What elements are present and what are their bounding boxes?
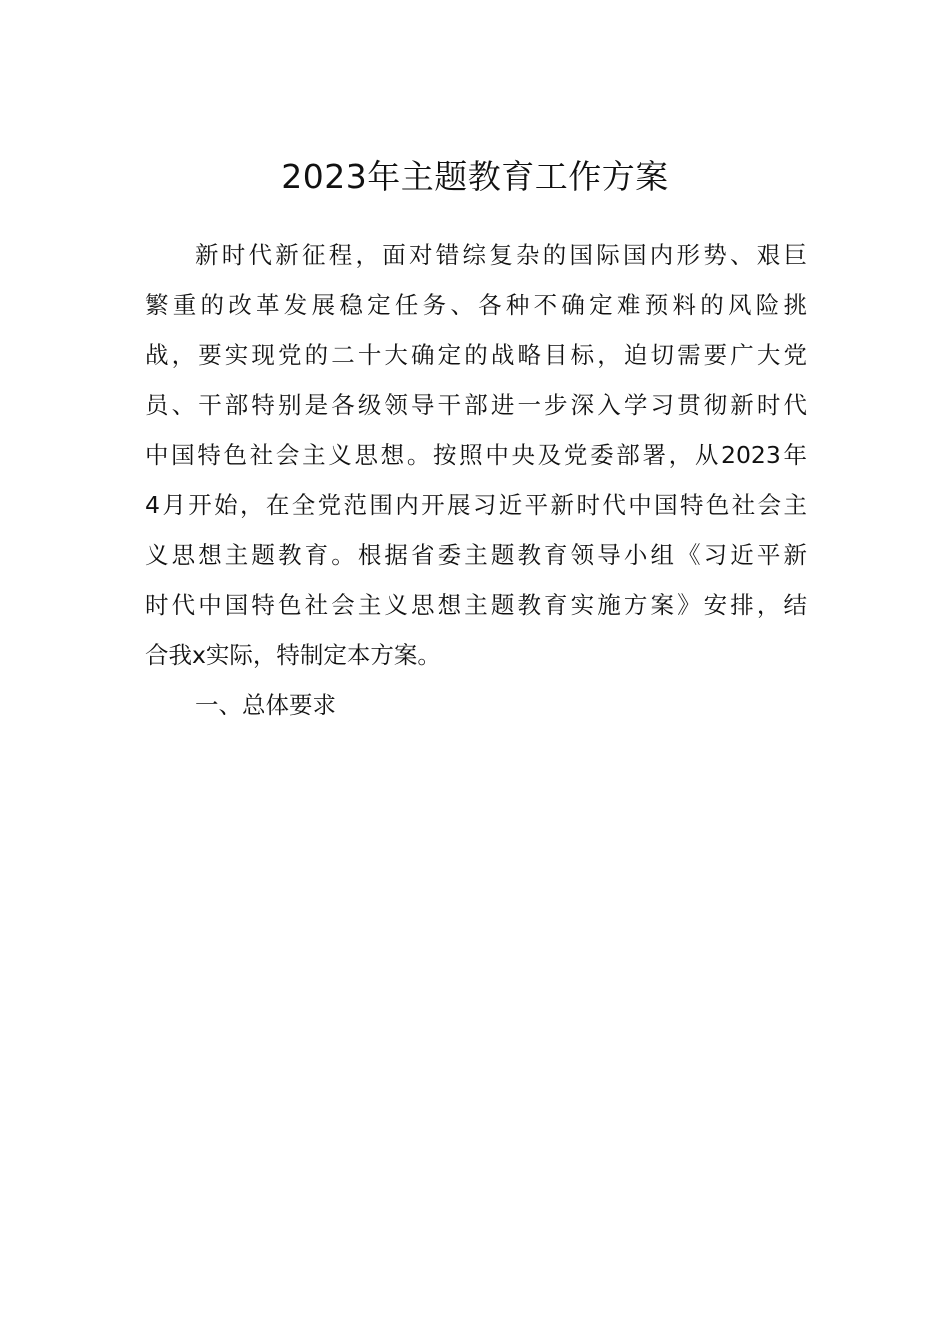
intro-line-7: 义思想主题教育。根据省委主题教育领导小组《习近平新: [145, 541, 807, 569]
intro-line-9: 合我x实际，特制定本方案。: [145, 641, 441, 669]
intro-line-1: 新时代新征程，面对错综复杂的国际国内形势、艰巨: [195, 241, 807, 269]
intro-line-2: 繁重的改革发展稳定任务、各种不确定难预料的风险挑: [145, 291, 807, 319]
document-title: 2023年主题教育工作方案: [281, 157, 669, 196]
intro-line-6: 4月开始，在全党范围内开展习近平新时代中国特色社会主: [145, 491, 807, 519]
intro-line-4: 员、干部特别是各级领导干部进一步深入学习贯彻新时代: [145, 391, 807, 419]
document-body: [145, 230, 807, 730]
intro-line-3: 战，要实现党的二十大确定的战略目标，迫切需要广大党: [145, 341, 807, 369]
intro-line-8: 时代中国特色社会主义思想主题教育实施方案》安排，结: [145, 591, 807, 619]
intro-line-5: 中国特色社会主义思想。按照中央及党委部署，从2023年: [145, 441, 807, 469]
section-heading: 一、总体要求: [195, 691, 336, 719]
